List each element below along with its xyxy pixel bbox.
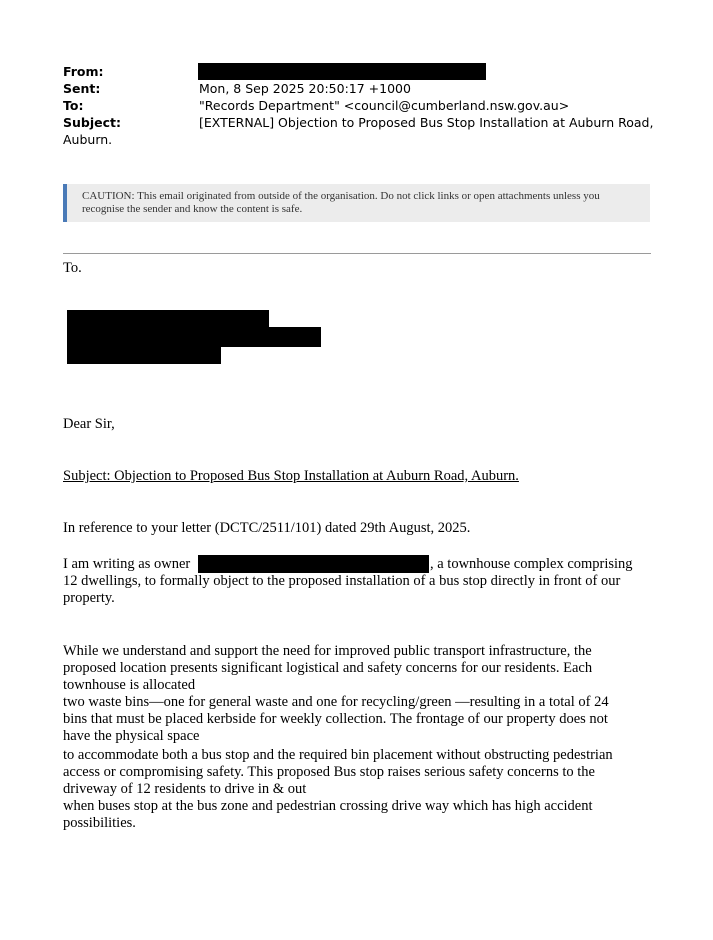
from-label: From: <box>63 64 104 79</box>
salutation: Dear Sir, <box>63 416 115 432</box>
p2-line: access or compromising safety. This proposed Bus stop raises serious safety concerns to the <box>63 764 595 780</box>
caution-text <box>82 190 628 216</box>
p1-line-2: 12 dwellings, to formally object to the proposed installation of a bus stop directly in front of our <box>63 573 621 589</box>
from-redaction <box>198 63 486 80</box>
redaction-block-3 <box>67 346 221 364</box>
redaction-block-1 <box>67 310 269 328</box>
p1-after: , a townhouse complex comprising <box>430 556 633 572</box>
subject-value: [EXTERNAL] Objection to Proposed Bus Stop Installation at Auburn Road, <box>199 115 654 130</box>
subject-value-wrap: Auburn. <box>63 132 113 147</box>
p2-line: While we understand and support the need for improved public transport infrastructure, the <box>63 643 592 659</box>
property-name-redaction <box>198 555 429 573</box>
p2-line: bins that must be placed kerbside for weekly collection. The frontage of our property does not <box>63 711 608 727</box>
sent-label: Sent: <box>63 81 101 96</box>
to-line: To. <box>63 260 82 276</box>
p2-line: two waste bins—one for general waste and one for recycling/green —resulting in a total of 24 <box>63 694 609 710</box>
caution-line-1: CAUTION: This email originated from outside of the organisation. Do not click links or open attachments unless you <box>82 190 600 202</box>
p2-line: possibilities. <box>63 815 136 831</box>
p2-line: when buses stop at the bus zone and pedestrian crossing drive way which has high accident <box>63 798 593 814</box>
p2-line: proposed location presents significant logistical and safety concerns for our residents. Each <box>63 660 593 676</box>
redaction-block-2 <box>67 327 321 347</box>
p2-line: to accommodate both a bus stop and the required bin placement without obstructing pedestrian <box>63 747 613 763</box>
p2-line: driveway of 12 residents to drive in & out <box>63 781 307 797</box>
to-label: To: <box>63 98 84 113</box>
external-caution-banner <box>63 184 650 222</box>
p2-line: townhouse is allocated <box>63 677 196 693</box>
p1-line-3: property. <box>63 590 115 606</box>
p2-line: have the physical space <box>63 728 200 744</box>
sent-value: Mon, 8 Sep 2025 20:50:17 +1000 <box>199 81 411 96</box>
reference-line: In reference to your letter (DCTC/2511/101) dated 29th August, 2025. <box>63 520 471 536</box>
p1-start: I am writing as owner <box>63 556 191 572</box>
to-value: "Records Department" <council@cumberland.nsw.gov.au> <box>199 98 570 113</box>
subject-label: Subject: <box>63 115 121 130</box>
caution-line-2: recognise the sender and know the content is safe. <box>82 203 303 215</box>
letter-subject: Subject: Objection to Proposed Bus Stop Installation at Auburn Road, Auburn. <box>63 468 519 484</box>
divider <box>63 253 651 254</box>
